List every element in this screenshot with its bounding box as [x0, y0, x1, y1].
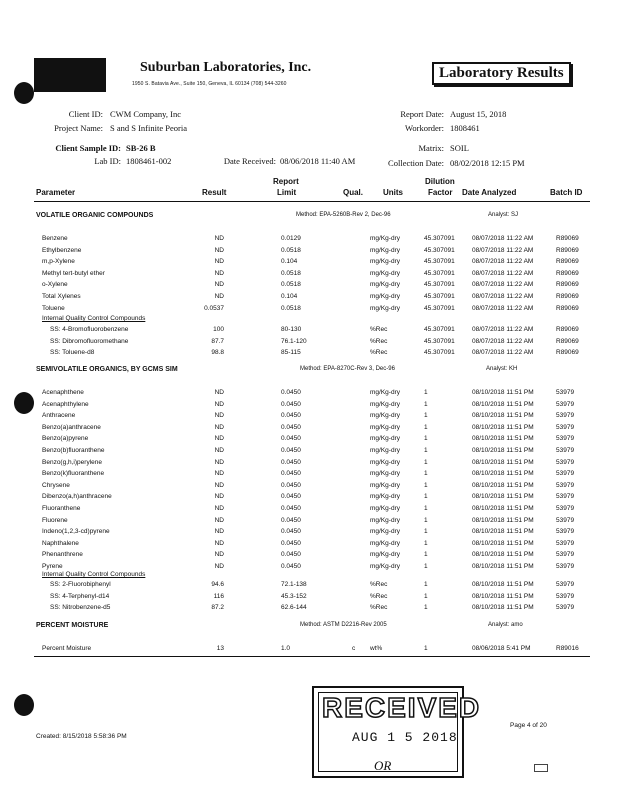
sample-id-label: Client Sample ID:: [55, 143, 121, 153]
batch-id: R89069: [556, 281, 579, 289]
section-method: Method: EPA-8270C-Rev 3, Dec-96: [300, 366, 395, 372]
param-name: Benzo(a)pyrene: [42, 435, 89, 443]
batch-id: 53979: [556, 447, 575, 454]
dilution-factor: 45.307091: [424, 304, 455, 312]
date-analyzed: 08/07/2018 11:22 AM: [472, 293, 534, 300]
report-limit: 0.0450: [281, 458, 301, 466]
stamp-date: AUG 1 5 2018: [352, 730, 458, 745]
col-qual: Qual.: [343, 188, 364, 197]
units: %Rec: [370, 581, 388, 588]
units: mg/Kg-dry: [370, 505, 400, 512]
table-row: [0, 305, 618, 315]
date-analyzed: 08/10/2018 11:51 PM: [472, 505, 534, 512]
section-title: VOLATILE ORGANIC COMPOUNDS: [36, 212, 154, 219]
table-row: [0, 435, 618, 445]
project-label: Project Name:: [54, 123, 103, 133]
date-analyzed: 08/10/2018 11:51 PM: [472, 551, 534, 559]
units: %Rec: [370, 349, 388, 357]
table-row: [0, 604, 618, 614]
result-value: ND: [214, 281, 224, 289]
units: mg/Kg-dry: [370, 269, 400, 277]
table-row: [0, 412, 618, 422]
units: mg/Kg-dry: [370, 493, 400, 501]
col-units: Units: [383, 188, 403, 197]
date-analyzed: 08/10/2018 11:51 PM: [472, 592, 534, 600]
dilution-factor: 1: [424, 412, 428, 420]
batch-id: R89069: [556, 293, 579, 300]
dilution-factor: 1: [424, 563, 428, 570]
dilution-factor: 1: [424, 481, 428, 489]
report-limit: 0.0450: [281, 470, 301, 478]
date-analyzed: 08/06/2018 5:41 PM: [472, 645, 531, 652]
date-analyzed: 08/07/2018 11:22 AM: [472, 281, 534, 289]
date-analyzed: 08/10/2018 11:51 PM: [472, 604, 534, 612]
date-analyzed: 08/10/2018 11:51 PM: [472, 458, 534, 466]
table-row: [0, 326, 618, 336]
report-limit: 0.0450: [281, 505, 301, 512]
date-received-label: Date Received:: [223, 156, 276, 166]
report-limit: 0.0450: [281, 539, 301, 547]
date-analyzed: 08/10/2018 11:51 PM: [472, 493, 534, 501]
batch-id: R89069: [556, 258, 579, 266]
table-row: [0, 517, 618, 527]
table-row: [0, 540, 618, 550]
param-name: Pyrene: [42, 563, 63, 570]
col-dilution: Dilution: [425, 177, 455, 186]
batch-id: 53979: [556, 581, 575, 588]
batch-id: 53979: [556, 528, 575, 536]
result-value: ND: [214, 246, 224, 254]
dilution-factor: 1: [424, 645, 428, 652]
result-value: 87.2: [211, 604, 224, 612]
dilution-factor: 1: [424, 389, 428, 396]
dilution-factor: 45.307091: [424, 326, 455, 333]
param-name: Benzene: [42, 235, 68, 242]
report-limit: 0.0450: [281, 400, 301, 408]
report-limit: 0.0450: [281, 551, 301, 559]
result-value: ND: [214, 269, 224, 277]
param-name: Fluorene: [42, 516, 68, 524]
table-row: [0, 505, 618, 515]
col-parameter: Parameter: [36, 188, 76, 197]
report-limit: 0.0518: [281, 281, 301, 289]
result-value: ND: [214, 516, 224, 524]
date-analyzed: 08/10/2018 11:51 PM: [472, 447, 534, 454]
report-limit: 76.1-120: [281, 337, 307, 345]
result-value: 0.0537: [204, 304, 224, 312]
workorder-label: Workorder:: [405, 123, 444, 133]
result-value: 13: [216, 645, 224, 652]
col-factor: Factor: [428, 188, 453, 197]
punch-hole: [14, 694, 34, 716]
batch-id: 53979: [556, 493, 575, 501]
dilution-factor: 45.307091: [424, 235, 455, 242]
section-method: Method: ASTM D2216-Rev 2005: [300, 622, 387, 628]
date-analyzed: 08/10/2018 11:51 PM: [472, 528, 534, 536]
report-limit: 0.0518: [281, 304, 301, 312]
received-stamp: [312, 686, 482, 778]
qc-label: Internal Quality Control Compounds: [42, 571, 146, 578]
report-date-label: Report Date:: [400, 109, 444, 119]
result-value: ND: [214, 563, 224, 570]
table-row: [0, 551, 618, 561]
dilution-factor: 45.307091: [424, 269, 455, 277]
stamp-word: RECEIVED: [322, 692, 482, 723]
table-row: [0, 349, 618, 359]
batch-id: 53979: [556, 592, 575, 600]
collection-date-label: Collection Date:: [388, 158, 444, 168]
param-name: Acenaphthene: [42, 389, 84, 396]
date-analyzed: 08/10/2018 11:51 PM: [472, 389, 534, 396]
page-number: Page 4 of 20: [510, 722, 547, 729]
units: mg/Kg-dry: [370, 235, 400, 242]
units: mg/Kg-dry: [370, 481, 400, 489]
report-limit: 85-115: [281, 349, 301, 357]
param-name: Indeno(1,2,3-cd)pyrene: [42, 528, 110, 536]
report-limit: 1.0: [281, 645, 291, 652]
table-row: [0, 258, 618, 268]
date-analyzed: 08/07/2018 11:22 AM: [472, 258, 534, 266]
param-name: SS: Nitrobenzene-d5: [50, 604, 111, 612]
qualifier: c: [352, 645, 356, 652]
punch-hole: [14, 82, 34, 104]
result-value: ND: [214, 470, 224, 478]
report-limit: 72.1-138: [281, 581, 307, 588]
units: wt%: [370, 645, 383, 652]
batch-id: 53979: [556, 423, 575, 431]
date-analyzed: 08/10/2018 11:51 PM: [472, 423, 534, 431]
stamp-initials: OR: [374, 758, 392, 773]
batch-id: R89069: [556, 304, 579, 312]
date-analyzed: 08/07/2018 11:22 AM: [472, 269, 534, 277]
units: mg/Kg-dry: [370, 528, 400, 536]
redacted-logo: [34, 58, 106, 92]
client-id-value: CWM Company, Inc: [110, 109, 181, 119]
dilution-factor: 1: [424, 400, 428, 408]
col-limit: Limit: [277, 188, 297, 197]
project-value: S and S Infinite Peoria: [110, 123, 187, 133]
param-name: m,p-Xylene: [42, 258, 75, 266]
report-limit: 0.0450: [281, 389, 301, 396]
table-row: [0, 293, 618, 303]
report-date-value: August 15, 2018: [450, 109, 507, 119]
section-analyst: Analyst: amo: [488, 622, 523, 628]
param-name: SS: Toluene-d8: [50, 349, 95, 357]
section-analyst: Analyst: SJ: [488, 212, 519, 218]
result-value: ND: [214, 389, 224, 396]
created-timestamp: Created: 8/15/2018 5:58:36 PM: [36, 733, 127, 740]
qc-label: Internal Quality Control Compounds: [42, 315, 146, 322]
date-analyzed: 08/10/2018 11:51 PM: [472, 412, 534, 420]
date-analyzed: 08/10/2018 11:51 PM: [472, 470, 534, 478]
report-limit: 0.0450: [281, 423, 301, 431]
table-row: [0, 470, 618, 480]
report-limit: 45.3-152: [281, 592, 307, 600]
workorder-value: 1808461: [450, 123, 480, 133]
param-name: Percent Moisture: [42, 645, 92, 652]
sample-id-value: SB-26 B: [126, 143, 156, 153]
report-limit: 80-130: [281, 326, 302, 333]
units: %Rec: [370, 604, 388, 612]
dilution-factor: 45.307091: [424, 258, 455, 266]
units: mg/Kg-dry: [370, 563, 400, 570]
table-row: [0, 447, 618, 457]
lab-address: 1950 S. Batavia Ave., Suite 150, Geneva, IL 60134 (708) 544-3260: [132, 81, 287, 87]
date-analyzed: 08/07/2018 11:22 AM: [472, 235, 534, 242]
dilution-factor: 1: [424, 470, 428, 478]
lab-id-label: Lab ID:: [94, 156, 121, 166]
units: %Rec: [370, 337, 388, 345]
result-value: ND: [214, 481, 224, 489]
param-name: Benzo(g,h,i)perylene: [42, 458, 102, 466]
table-row: [0, 424, 618, 434]
param-name: Acenaphthylene: [42, 400, 89, 408]
date-analyzed: 08/10/2018 11:51 PM: [472, 400, 534, 408]
table-row: [0, 270, 618, 280]
param-name: Chrysene: [42, 481, 70, 489]
report-limit: 0.104: [281, 293, 298, 300]
batch-id: 53979: [556, 458, 575, 466]
units: mg/Kg-dry: [370, 281, 400, 289]
table-row: [0, 389, 618, 399]
units: mg/Kg-dry: [370, 516, 400, 524]
units: mg/Kg-dry: [370, 246, 400, 254]
dilution-factor: 1: [424, 604, 428, 612]
matrix-label: Matrix:: [418, 143, 444, 153]
dilution-factor: 1: [424, 435, 428, 443]
result-value: ND: [214, 423, 224, 431]
date-received-value: 08/06/2018 11:40 AM: [280, 156, 356, 166]
batch-id: 53979: [556, 412, 575, 420]
result-value: ND: [214, 258, 224, 266]
param-name: SS: Dibromofluoromethane: [50, 337, 129, 345]
result-value: ND: [214, 539, 224, 547]
batch-id: R89069: [556, 269, 579, 277]
batch-id: 53979: [556, 389, 575, 396]
result-value: 98.8: [211, 349, 224, 357]
header-rule: [34, 201, 590, 202]
table-row: [0, 338, 618, 348]
col-report: Report: [273, 177, 299, 186]
date-analyzed: 08/10/2018 11:51 PM: [472, 581, 534, 588]
report-limit: 0.0450: [281, 516, 301, 524]
result-value: ND: [214, 435, 224, 443]
batch-id: 53979: [556, 470, 575, 478]
units: mg/Kg-dry: [370, 304, 400, 312]
col-date-analyzed: Date Analyzed: [462, 188, 517, 197]
result-value: ND: [214, 528, 224, 536]
matrix-value: SOIL: [450, 143, 469, 153]
dilution-factor: 1: [424, 551, 428, 559]
dilution-factor: 1: [424, 581, 428, 588]
col-batch-id: Batch ID: [550, 188, 583, 197]
report-limit: 0.0450: [281, 528, 301, 536]
report-limit: 0.0129: [281, 235, 301, 242]
dilution-factor: 1: [424, 539, 428, 547]
date-analyzed: 08/07/2018 11:22 AM: [472, 246, 534, 254]
report-limit: 0.0518: [281, 246, 301, 254]
param-name: Benzo(b)fluoranthene: [42, 447, 105, 454]
param-name: Benzo(k)fluoranthene: [42, 470, 105, 478]
batch-id: R89069: [556, 349, 579, 357]
param-name: Phenanthrene: [42, 551, 83, 559]
batch-id: R89069: [556, 246, 579, 254]
dilution-factor: 45.307091: [424, 337, 455, 345]
table-row: [0, 281, 618, 291]
table-row: [0, 593, 618, 603]
units: mg/Kg-dry: [370, 435, 400, 443]
batch-id: R89069: [556, 326, 579, 333]
units: mg/Kg-dry: [370, 447, 400, 454]
param-name: SS: 4-Bromofluorobenzene: [50, 326, 129, 333]
date-analyzed: 08/07/2018 11:22 AM: [472, 304, 534, 312]
result-value: ND: [214, 293, 224, 300]
date-analyzed: 08/07/2018 11:22 AM: [472, 337, 534, 345]
report-limit: 0.0450: [281, 493, 301, 501]
section-title: SEMIVOLATILE ORGANICS, BY GCMS SIM: [36, 366, 178, 373]
date-analyzed: 08/10/2018 11:51 PM: [472, 481, 534, 489]
report-limit: 0.0450: [281, 481, 301, 489]
batch-id: 53979: [556, 516, 575, 524]
result-value: ND: [214, 458, 224, 466]
report-limit: 0.0450: [281, 412, 301, 420]
param-name: Dibenzo(a,h)anthracene: [42, 493, 112, 501]
date-analyzed: 08/10/2018 11:51 PM: [472, 563, 534, 570]
param-name: Benzo(a)anthracene: [42, 423, 101, 431]
units: mg/Kg-dry: [370, 293, 400, 300]
dilution-factor: 45.307091: [424, 349, 455, 357]
param-name: Toluene: [42, 304, 65, 312]
dilution-factor: 45.307091: [424, 281, 455, 289]
table-row: [0, 401, 618, 411]
result-value: ND: [214, 235, 224, 242]
result-value: ND: [214, 412, 224, 420]
param-name: Fluoranthene: [42, 505, 81, 512]
units: %Rec: [370, 592, 388, 600]
batch-id: 53979: [556, 481, 575, 489]
table-row: [0, 235, 618, 245]
units: mg/Kg-dry: [370, 412, 400, 420]
result-value: 100: [213, 326, 224, 333]
report-limit: 0.0450: [281, 563, 301, 570]
param-name: Anthracene: [42, 412, 76, 420]
param-name: SS: 4-Terphenyl-d14: [50, 592, 110, 600]
batch-id: 53979: [556, 563, 575, 570]
dilution-factor: 1: [424, 458, 428, 466]
date-analyzed: 08/07/2018 11:22 AM: [472, 326, 534, 333]
batch-id: R89016: [556, 645, 579, 652]
table-row: [0, 581, 618, 591]
report-limit: 62.6-144: [281, 604, 307, 612]
result-value: ND: [214, 505, 224, 512]
batch-id: 53979: [556, 400, 575, 408]
table-row: [0, 645, 618, 655]
lab-id-value: 1808461-002: [126, 156, 172, 166]
units: mg/Kg-dry: [370, 423, 400, 431]
date-analyzed: 08/10/2018 11:51 PM: [472, 516, 534, 524]
collection-date-value: 08/02/2018 12:15 PM: [450, 158, 525, 168]
date-analyzed: 08/10/2018 11:51 PM: [472, 435, 534, 443]
batch-id: 53979: [556, 551, 575, 559]
dilution-factor: 45.307091: [424, 246, 455, 254]
table-row: [0, 459, 618, 469]
result-value: ND: [214, 493, 224, 501]
param-name: o-Xylene: [42, 281, 68, 289]
units: mg/Kg-dry: [370, 258, 400, 266]
report-limit: 0.0518: [281, 269, 301, 277]
section-analyst: Analyst: KH: [486, 366, 518, 372]
batch-id: R89069: [556, 337, 579, 345]
dilution-factor: 1: [424, 505, 428, 512]
lab-name: Suburban Laboratories, Inc.: [140, 60, 312, 75]
batch-id: 53979: [556, 604, 575, 612]
batch-id: 53979: [556, 539, 575, 547]
section-rule: [34, 656, 590, 657]
report-limit: 0.104: [281, 258, 298, 266]
units: mg/Kg-dry: [370, 458, 400, 466]
param-name: Total Xylenes: [42, 293, 81, 300]
result-value: 94.6: [211, 581, 224, 588]
table-row: [0, 528, 618, 538]
dilution-factor: 1: [424, 516, 428, 524]
units: %Rec: [370, 326, 388, 333]
dilution-factor: 1: [424, 423, 428, 431]
client-id-label: Client ID:: [68, 109, 103, 119]
table-row: [0, 482, 618, 492]
result-value: 116: [213, 592, 224, 600]
dilution-factor: 45.307091: [424, 293, 455, 300]
dilution-factor: 1: [424, 528, 428, 536]
report-limit: 0.0450: [281, 447, 301, 454]
col-result: Result: [202, 188, 227, 197]
param-name: SS: 2-Fluorobiphenyl: [50, 581, 111, 588]
dilution-factor: 1: [424, 592, 428, 600]
section-title: PERCENT MOISTURE: [36, 622, 109, 629]
result-value: ND: [214, 551, 224, 559]
date-analyzed: 08/07/2018 11:22 AM: [472, 349, 534, 357]
date-analyzed: 08/10/2018 11:51 PM: [472, 539, 534, 547]
result-value: ND: [214, 400, 224, 408]
section-method: Method: EPA-5260B-Rev 2, Dec-96: [296, 212, 391, 218]
dilution-factor: 1: [424, 447, 428, 454]
report-title: Laboratory Results: [432, 62, 571, 85]
table-row: [0, 247, 618, 257]
scan-mark: [534, 764, 548, 772]
result-value: 87.7: [211, 337, 224, 345]
batch-id: R89069: [556, 235, 579, 242]
units: mg/Kg-dry: [370, 539, 400, 547]
table-row: [0, 493, 618, 503]
report-limit: 0.0450: [281, 435, 301, 443]
units: mg/Kg-dry: [370, 551, 400, 559]
dilution-factor: 1: [424, 493, 428, 501]
param-name: Naphthalene: [42, 539, 79, 547]
param-name: Methyl tert-butyl ether: [42, 269, 105, 277]
batch-id: 53979: [556, 505, 575, 512]
units: mg/Kg-dry: [370, 470, 400, 478]
batch-id: 53979: [556, 435, 575, 443]
units: mg/Kg-dry: [370, 389, 400, 396]
result-value: ND: [214, 447, 224, 454]
units: mg/Kg-dry: [370, 400, 400, 408]
param-name: Ethylbenzene: [42, 246, 82, 254]
